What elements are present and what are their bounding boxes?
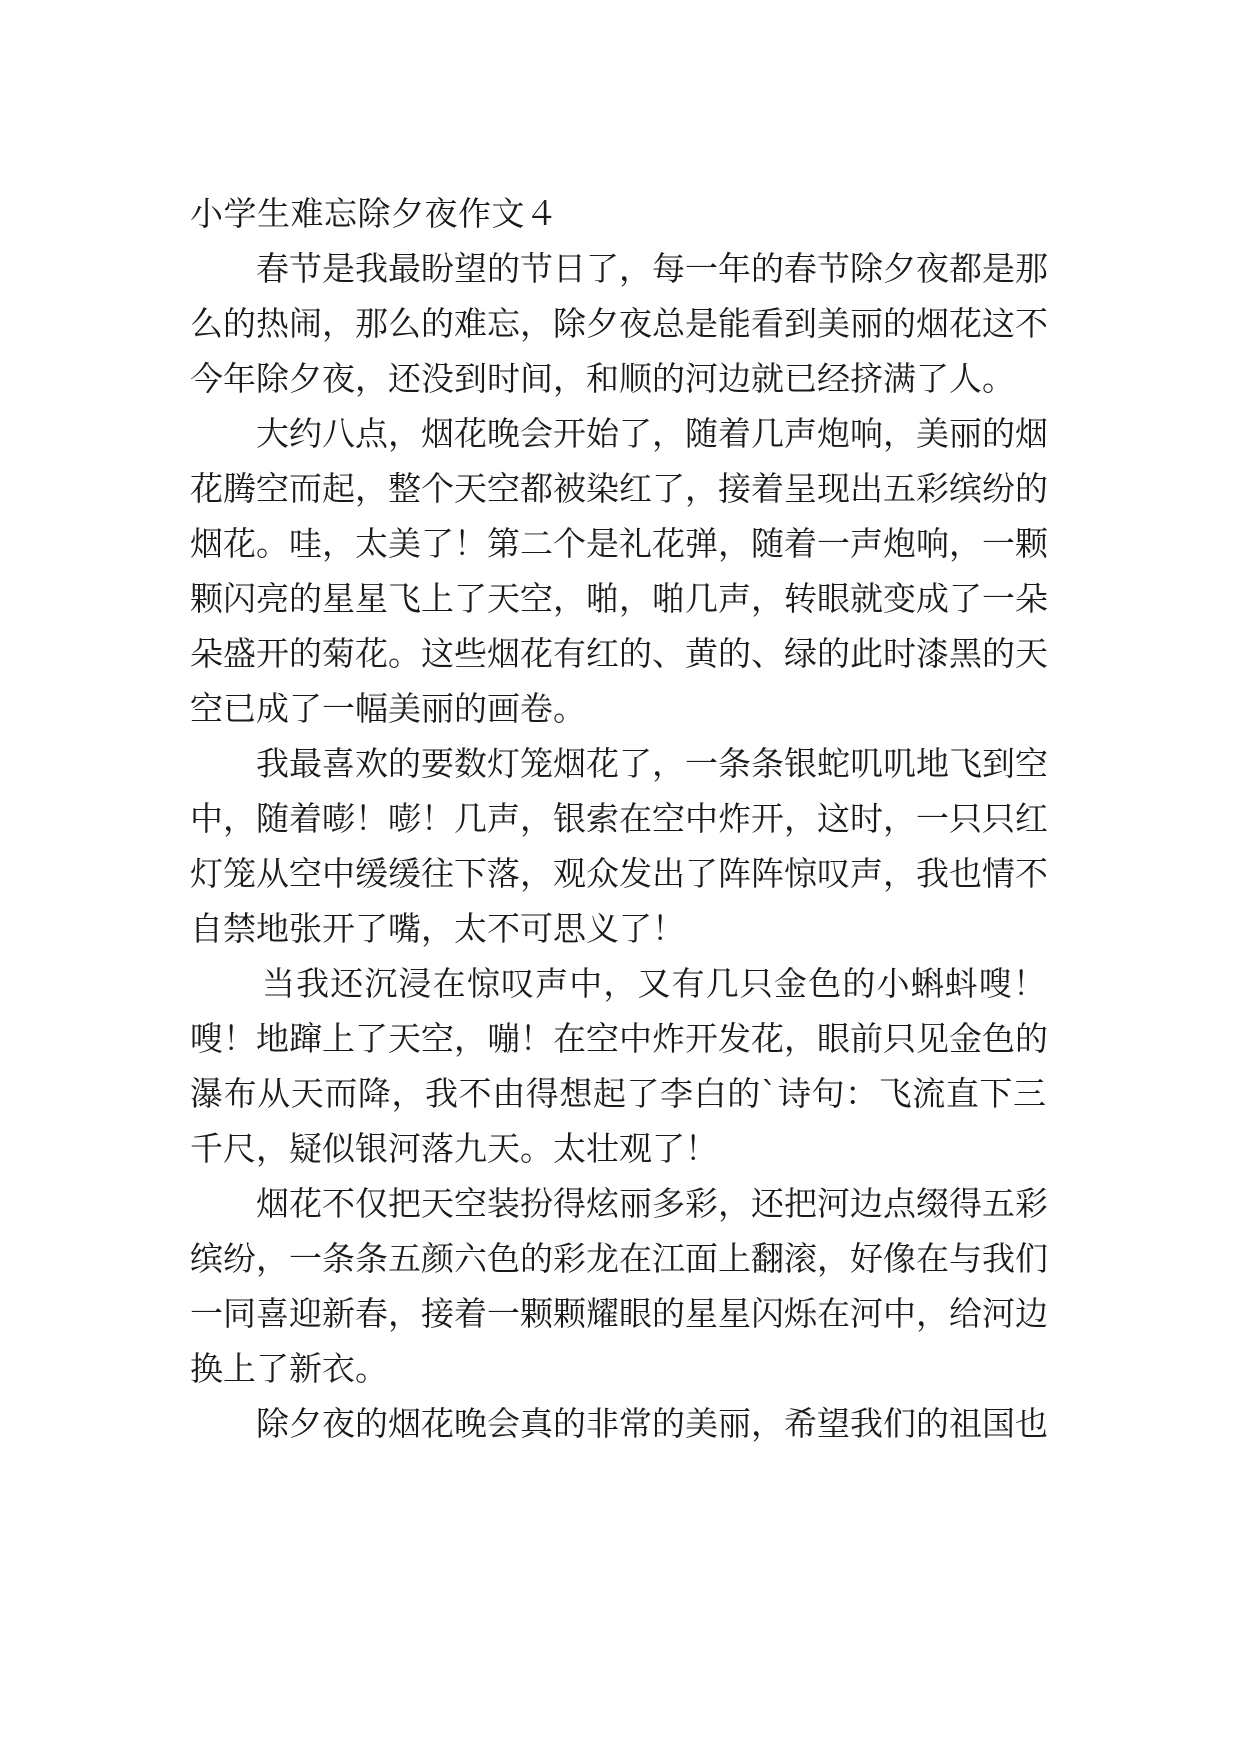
paragraph-line: 当我还沉浸在惊叹声中，又有几只金色的小蝌蚪嗖！ <box>262 964 1046 1003</box>
paragraph-line: 烟花不仅把天空装扮得炫丽多彩，还把河边点缀得五彩 <box>256 1184 1048 1223</box>
paragraph-line: 嗖！地蹿上了天空，嘣！在空中炸开发花，眼前只见金色的 <box>190 1019 1048 1058</box>
paragraph-line: 自禁地张开了嘴，太不可思义了！ <box>190 909 685 948</box>
paragraph-line: 颗闪亮的星星飞上了天空，啪，啪几声，转眼就变成了一朵 <box>190 579 1048 618</box>
paragraph-line: 中，随着嘭！嘭！几声，银索在空中炸开，这时，一只只红 <box>190 799 1048 838</box>
paragraph-line: 春节是我最盼望的节日了，每一年的春节除夕夜都是那 <box>256 249 1048 288</box>
paragraph-line: 除夕夜的烟花晚会真的非常的美丽，希望我们的祖国也 <box>256 1404 1048 1443</box>
document-title: 小学生难忘除夕夜作文４ <box>190 194 559 233</box>
paragraph-line: 灯笼从空中缓缓往下落，观众发出了阵阵惊叹声，我也情不 <box>190 854 1048 893</box>
paragraph-line: 换上了新衣。 <box>190 1349 388 1388</box>
paragraph-line: 空已成了一幅美丽的画卷。 <box>190 689 586 728</box>
paragraph-line: 大约八点，烟花晚会开始了，随着几声炮响，美丽的烟 <box>256 414 1048 453</box>
paragraph-line: 花腾空而起，整个天空都被染红了，接着呈现出五彩缤纷的 <box>190 469 1048 508</box>
paragraph-line: 缤纷，一条条五颜六色的彩龙在江面上翻滚，好像在与我们 <box>190 1239 1048 1278</box>
paragraph-line: 我最喜欢的要数灯笼烟花了，一条条银蛇叽叽地飞到空 <box>256 744 1048 783</box>
paragraph-line: 今年除夕夜，还没到时间，和顺的河边就已经挤满了人。 <box>190 359 1015 398</box>
paragraph-line: 朵盛开的菊花。这些烟花有红的、黄的、绿的此时漆黑的天 <box>190 634 1048 673</box>
paragraph-line: 一同喜迎新春，接着一颗颗耀眼的星星闪烁在河中，给河边 <box>190 1294 1048 1333</box>
paragraph-line: 烟花。哇，太美了！第二个是礼花弹，随着一声炮响，一颗 <box>190 524 1048 563</box>
paragraph-line: 么的热闹，那么的难忘，除夕夜总是能看到美丽的烟花这不 <box>190 304 1048 343</box>
paragraph-line: 千尺，疑似银河落九天。太壮观了！ <box>190 1129 718 1168</box>
paragraph-line: 瀑布从天而降，我不由得想起了李白的`诗句：飞流直下三 <box>190 1074 1046 1113</box>
